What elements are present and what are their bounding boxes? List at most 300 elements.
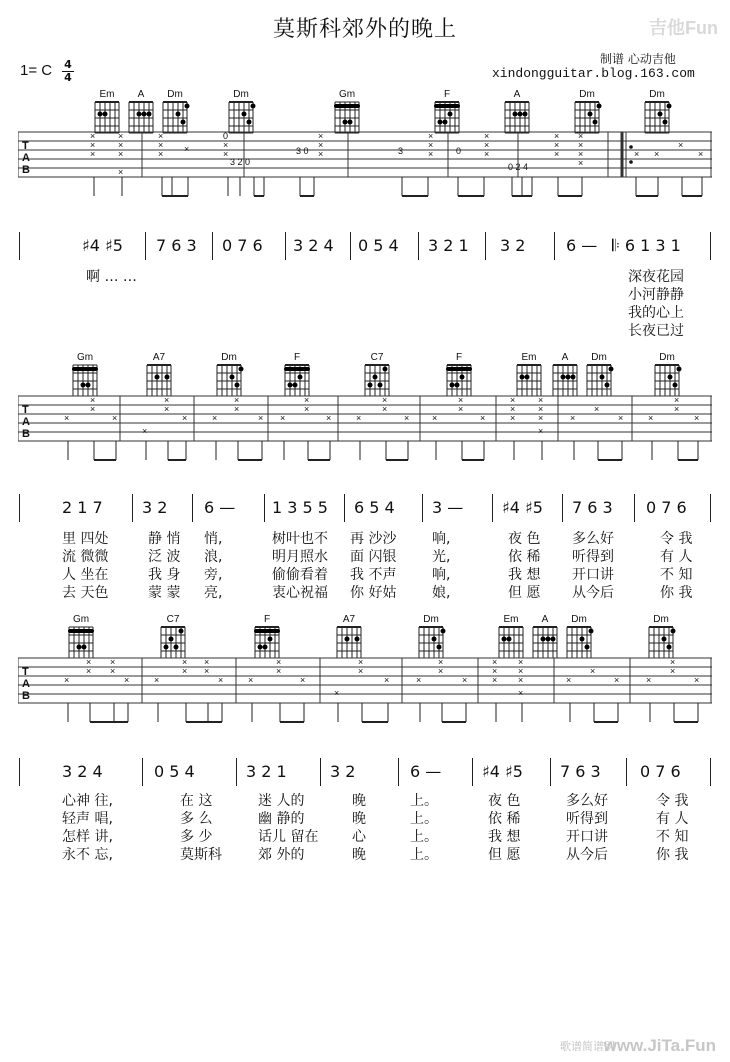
notation-measure: 6 — bbox=[204, 498, 236, 517]
notation-measure: 3 2 bbox=[500, 236, 526, 255]
svg-text:×: × bbox=[554, 140, 560, 150]
lyric-text: 多 少 bbox=[180, 829, 213, 845]
svg-text:×: × bbox=[438, 666, 444, 676]
lyric-text: 你 好姑 bbox=[350, 585, 397, 601]
bar-line bbox=[710, 758, 711, 786]
lyric-text: 怎样 讲, bbox=[62, 829, 113, 845]
credit-line: 制谱 心动吉他 bbox=[600, 52, 676, 66]
lyric-text: 郊 外的 bbox=[258, 847, 305, 863]
svg-text:×: × bbox=[182, 666, 188, 676]
lyric-text: 再 沙沙 bbox=[350, 531, 397, 547]
svg-text:×: × bbox=[182, 657, 188, 667]
chord-diagram bbox=[648, 352, 686, 397]
svg-text:×: × bbox=[358, 657, 364, 667]
svg-text:×: × bbox=[484, 149, 490, 159]
svg-text:×: × bbox=[218, 675, 224, 685]
svg-text:×: × bbox=[518, 688, 524, 698]
lyric-text: 听得到 bbox=[566, 811, 608, 827]
chord-name: C7 bbox=[166, 614, 180, 625]
svg-text:×: × bbox=[566, 675, 572, 685]
notation-measure: 7 6 3 bbox=[560, 762, 601, 781]
notation-measure: ♯4 ♯5 bbox=[482, 762, 523, 781]
notation-measure: ♯4 ♯5 bbox=[82, 236, 123, 255]
lyric-text: 上。 bbox=[410, 793, 438, 809]
chord-name: Gm bbox=[76, 352, 94, 363]
chord-name: Em bbox=[99, 89, 115, 100]
lyric-text: 里 四处 bbox=[62, 531, 109, 547]
svg-text:×: × bbox=[356, 413, 362, 423]
svg-text:×: × bbox=[518, 666, 524, 676]
lyric-text: 我 想 bbox=[488, 829, 521, 845]
tab-letter: A bbox=[22, 416, 30, 428]
chord-diagram bbox=[412, 614, 450, 659]
svg-text:×: × bbox=[184, 144, 190, 154]
svg-text:×: × bbox=[154, 675, 160, 685]
svg-text:×: × bbox=[118, 131, 124, 141]
lyric-text: 从今后 bbox=[572, 585, 614, 601]
lyric-text: 小河静静 bbox=[628, 287, 684, 303]
bar-line bbox=[422, 494, 423, 522]
chord-diagram bbox=[498, 89, 536, 134]
chord-diagram bbox=[140, 352, 178, 397]
svg-text:×: × bbox=[164, 404, 170, 414]
svg-text:×: × bbox=[334, 688, 340, 698]
lyric-text: 听得到 bbox=[572, 549, 614, 565]
svg-text:×: × bbox=[318, 140, 324, 150]
lyric-text: 响, bbox=[432, 567, 451, 583]
chord-diagram bbox=[248, 614, 286, 659]
lyric-text: 上。 bbox=[410, 847, 438, 863]
notation-measure: 3 2 1 bbox=[428, 236, 469, 255]
svg-text:×: × bbox=[462, 675, 468, 685]
tab-clef bbox=[22, 140, 30, 176]
chord-name: F bbox=[293, 352, 301, 363]
svg-text:×: × bbox=[492, 657, 498, 667]
chord-grid bbox=[564, 625, 594, 659]
svg-text:×: × bbox=[164, 395, 170, 405]
chord-name: A7 bbox=[342, 614, 356, 625]
svg-text:×: × bbox=[90, 404, 96, 414]
svg-text:×: × bbox=[300, 675, 306, 685]
svg-text:×: × bbox=[594, 404, 600, 414]
svg-text:×: × bbox=[112, 413, 118, 423]
chord-grid bbox=[530, 625, 560, 659]
lyric-text: 亮, bbox=[204, 585, 223, 601]
site-logo: 吉他Fun bbox=[649, 18, 718, 38]
lyric-text: 永不 忘, bbox=[62, 847, 113, 863]
lyric-text: 娘, bbox=[432, 585, 451, 601]
lyric-text: 去 天色 bbox=[62, 585, 109, 601]
chord-diagram bbox=[560, 614, 598, 659]
svg-text:×: × bbox=[554, 149, 560, 159]
svg-text:×: × bbox=[538, 404, 544, 414]
lyric-text: 深夜花园 bbox=[628, 269, 684, 285]
chord-grid bbox=[66, 625, 96, 659]
lyric-text: 光, bbox=[432, 549, 451, 565]
svg-text:×: × bbox=[578, 140, 584, 150]
tab-letter: B bbox=[22, 690, 30, 702]
bar-line bbox=[19, 758, 20, 786]
bar-line bbox=[398, 758, 399, 786]
lyric-text: 但 愿 bbox=[488, 847, 521, 863]
lyric-text: 幽 静的 bbox=[258, 811, 305, 827]
chord-diagram bbox=[580, 352, 618, 397]
svg-text:×: × bbox=[590, 666, 596, 676]
lyric-text: 不 知 bbox=[660, 567, 693, 583]
chord-grid bbox=[126, 100, 156, 134]
bar-line bbox=[710, 232, 711, 260]
chord-grid bbox=[214, 363, 244, 397]
chord-name: A bbox=[513, 89, 521, 100]
notation-measure: 0 7 6 bbox=[646, 498, 687, 517]
svg-text:×: × bbox=[124, 675, 130, 685]
svg-text:×: × bbox=[382, 404, 388, 414]
tab-letter: T bbox=[22, 404, 29, 416]
chord-name: Dm bbox=[591, 352, 607, 363]
svg-text:×: × bbox=[694, 413, 700, 423]
lyric-text: 心 bbox=[352, 829, 366, 845]
svg-text:×: × bbox=[694, 675, 700, 685]
chord-name: C7 bbox=[370, 352, 384, 363]
lyric-text: 有 人 bbox=[656, 811, 689, 827]
svg-text:×: × bbox=[480, 413, 486, 423]
lyric-text: 晚 bbox=[352, 847, 366, 863]
lyric-text: 不 知 bbox=[656, 829, 689, 845]
lyric-text: 我的心上 bbox=[628, 305, 684, 321]
chord-grid bbox=[70, 363, 100, 397]
chord-diagram bbox=[638, 89, 676, 134]
chord-grid bbox=[158, 625, 188, 659]
svg-text:×: × bbox=[492, 675, 498, 685]
svg-text:×: × bbox=[234, 395, 240, 405]
chord-name: A bbox=[561, 352, 569, 363]
chord-diagram bbox=[526, 614, 564, 659]
chord-grid bbox=[514, 363, 544, 397]
bar-line bbox=[264, 494, 265, 522]
chord-name: Dm bbox=[571, 614, 587, 625]
lyric-text: 静 悄 bbox=[148, 531, 181, 547]
svg-text:×: × bbox=[538, 426, 544, 436]
lyric-text: 多 么 bbox=[180, 811, 213, 827]
lyric-text: 但 愿 bbox=[508, 585, 541, 601]
chord-diagram bbox=[88, 89, 126, 134]
lyric-text: 面 闪银 bbox=[350, 549, 397, 565]
chord-name: F bbox=[455, 352, 463, 363]
lyric-text: 晚 bbox=[352, 793, 366, 809]
svg-text:×: × bbox=[318, 131, 324, 141]
bar-line bbox=[132, 494, 133, 522]
lyric-text: 在 这 bbox=[180, 793, 213, 809]
bar-line bbox=[418, 232, 419, 260]
notation-measure: 3 2 1 bbox=[246, 762, 287, 781]
lyric-text: 迷 人的 bbox=[258, 793, 305, 809]
svg-text:3 0: 3 0 bbox=[296, 146, 309, 156]
key-signature: 1= C bbox=[20, 62, 53, 79]
svg-text:×: × bbox=[118, 140, 124, 150]
svg-text:×: × bbox=[438, 657, 444, 667]
blog-address: xindongguitar.blog.163.com bbox=[492, 66, 695, 81]
notation-measure: 3 2 4 bbox=[62, 762, 103, 781]
svg-text:×: × bbox=[382, 395, 388, 405]
svg-text:×: × bbox=[518, 657, 524, 667]
lyric-text: 开口讲 bbox=[566, 829, 608, 845]
svg-text:×: × bbox=[510, 413, 516, 423]
svg-text:×: × bbox=[432, 413, 438, 423]
bar-line bbox=[350, 232, 351, 260]
tab-letter: B bbox=[22, 164, 30, 176]
bar-line bbox=[236, 758, 237, 786]
svg-text:×: × bbox=[634, 149, 640, 159]
chord-grid bbox=[646, 625, 676, 659]
chord-diagram bbox=[428, 89, 466, 134]
notation-measure: 2 1 7 bbox=[62, 498, 103, 517]
svg-text:×: × bbox=[223, 149, 229, 159]
notation-measure: 0 5 4 bbox=[154, 762, 195, 781]
notation-measure: 3 2 bbox=[142, 498, 168, 517]
svg-text:×: × bbox=[204, 666, 210, 676]
lyric-text: 多么好 bbox=[572, 531, 614, 547]
chord-name: Em bbox=[521, 352, 537, 363]
lyric-text: 晚 bbox=[352, 811, 366, 827]
tab-staff-2 bbox=[18, 394, 712, 474]
svg-text:×: × bbox=[90, 149, 96, 159]
svg-text:×: × bbox=[484, 140, 490, 150]
svg-text:0 2 4: 0 2 4 bbox=[508, 162, 529, 172]
chord-name: Dm bbox=[579, 89, 595, 100]
chord-name: Gm bbox=[72, 614, 90, 625]
svg-text:×: × bbox=[276, 666, 282, 676]
svg-text:×: × bbox=[416, 675, 422, 685]
time-signature bbox=[62, 60, 74, 83]
svg-text:×: × bbox=[110, 666, 116, 676]
chord-grid bbox=[550, 363, 580, 397]
chord-name: Dm bbox=[221, 352, 237, 363]
svg-text:×: × bbox=[670, 666, 676, 676]
svg-text:×: × bbox=[182, 413, 188, 423]
svg-text:×: × bbox=[578, 149, 584, 159]
tab-clef bbox=[22, 404, 30, 440]
svg-text:×: × bbox=[428, 131, 434, 141]
svg-text:×: × bbox=[234, 404, 240, 414]
chord-name: Dm bbox=[653, 614, 669, 625]
chord-diagram bbox=[66, 352, 104, 397]
lyric-text: 莫斯科 bbox=[180, 847, 222, 863]
svg-text:×: × bbox=[538, 395, 544, 405]
svg-text:×: × bbox=[484, 131, 490, 141]
lyric-text: 我 身 bbox=[148, 567, 181, 583]
time-sig-top: 4 bbox=[64, 58, 72, 71]
lyric-text: 有 人 bbox=[660, 549, 693, 565]
lyric-text: 夜 色 bbox=[488, 793, 521, 809]
svg-text:×: × bbox=[326, 413, 332, 423]
chord-grid bbox=[502, 100, 532, 134]
svg-text:×: × bbox=[110, 657, 116, 667]
bar-line bbox=[344, 494, 345, 522]
chord-grid bbox=[332, 100, 362, 134]
svg-text:×: × bbox=[614, 675, 620, 685]
notation-measure: 6 5 4 bbox=[354, 498, 395, 517]
svg-text:×: × bbox=[223, 140, 229, 150]
svg-text:×: × bbox=[670, 657, 676, 667]
svg-text:×: × bbox=[674, 404, 680, 414]
bar-line bbox=[145, 232, 146, 260]
chord-diagram bbox=[440, 352, 478, 397]
svg-text:×: × bbox=[204, 657, 210, 667]
chord-grid bbox=[144, 363, 174, 397]
lyric-text: 心神 往, bbox=[62, 793, 113, 809]
svg-text:×: × bbox=[554, 131, 560, 141]
svg-text:×: × bbox=[384, 675, 390, 685]
bar-line bbox=[320, 758, 321, 786]
notation-measure: 1 3 5 5 bbox=[272, 498, 328, 517]
tab-letter: A bbox=[22, 678, 30, 690]
tab-staff-lines bbox=[18, 130, 712, 210]
chord-grid bbox=[572, 100, 602, 134]
notation-measure: 0 7 6 bbox=[640, 762, 681, 781]
chord-grid bbox=[160, 100, 190, 134]
svg-text:×: × bbox=[304, 404, 310, 414]
chord-grid bbox=[362, 363, 392, 397]
svg-text:×: × bbox=[698, 149, 704, 159]
svg-text:×: × bbox=[618, 413, 624, 423]
chord-diagram bbox=[358, 352, 396, 397]
chord-diagram bbox=[278, 352, 316, 397]
svg-text:×: × bbox=[578, 131, 584, 141]
notation-measure: 0 5 4 bbox=[358, 236, 399, 255]
bar-line bbox=[485, 232, 486, 260]
lyric-text: 人 坐在 bbox=[62, 567, 109, 583]
notation-measure: 0 7 6 bbox=[222, 236, 263, 255]
tab-letter: T bbox=[22, 666, 29, 678]
svg-text:0: 0 bbox=[456, 146, 462, 156]
footer-watermark: www.JiTa.Fun bbox=[603, 1036, 716, 1055]
lyric-text: 上。 bbox=[410, 829, 438, 845]
chord-name: F bbox=[443, 89, 451, 100]
lyric-text: 话儿 留在 bbox=[258, 829, 319, 845]
bar-line bbox=[19, 232, 20, 260]
svg-text:×: × bbox=[90, 395, 96, 405]
chord-grid bbox=[252, 625, 282, 659]
notation-measure: 7 6 3 bbox=[572, 498, 613, 517]
tab-staff-3 bbox=[18, 656, 712, 736]
svg-text:×: × bbox=[64, 413, 70, 423]
time-sig-bottom: 4 bbox=[64, 71, 72, 84]
notation-measure: 7 6 3 bbox=[156, 236, 197, 255]
svg-text:×: × bbox=[118, 149, 124, 159]
svg-text:×: × bbox=[358, 666, 364, 676]
page-title: 莫斯科郊外的晚上 bbox=[272, 17, 457, 42]
chord-grid bbox=[652, 363, 682, 397]
lyric-text: 从今后 bbox=[566, 847, 608, 863]
svg-text:×: × bbox=[86, 666, 92, 676]
chord-diagram bbox=[62, 614, 100, 659]
lyric-text: 我 想 bbox=[508, 567, 541, 583]
chord-name: Dm bbox=[167, 89, 183, 100]
svg-text:×: × bbox=[86, 657, 92, 667]
notation-measure: 6 — bbox=[410, 762, 442, 781]
chord-grid bbox=[92, 100, 122, 134]
svg-text:×: × bbox=[428, 140, 434, 150]
lyric-text: 树叶也不 bbox=[272, 531, 328, 547]
lyric-text: 泛 波 bbox=[148, 549, 181, 565]
lyric-text: 依 稀 bbox=[488, 811, 521, 827]
bar-line bbox=[554, 232, 555, 260]
tab-letter: A bbox=[22, 152, 30, 164]
chord-name: Dm bbox=[423, 614, 439, 625]
lyric-text: 悄, bbox=[204, 531, 223, 547]
svg-text:×: × bbox=[428, 149, 434, 159]
tab-letter: T bbox=[22, 140, 29, 152]
svg-text:×: × bbox=[258, 413, 264, 423]
chord-diagram bbox=[546, 352, 584, 397]
lyric-text: 多么好 bbox=[566, 793, 608, 809]
chord-name: Gm bbox=[338, 89, 356, 100]
bar-line bbox=[634, 494, 635, 522]
svg-text:×: × bbox=[678, 140, 684, 150]
bar-line bbox=[142, 758, 143, 786]
tab-staff-1 bbox=[18, 130, 712, 210]
chord-diagram bbox=[330, 614, 368, 659]
svg-text:×: × bbox=[404, 413, 410, 423]
chord-grid bbox=[642, 100, 672, 134]
lyric-text: 夜 色 bbox=[508, 531, 541, 547]
svg-text:×: × bbox=[674, 395, 680, 405]
lyric-text: 流 微微 bbox=[62, 549, 109, 565]
lyric-text: 响, bbox=[432, 531, 451, 547]
svg-text:0: 0 bbox=[223, 131, 229, 141]
chord-grid bbox=[282, 363, 312, 397]
chord-name: Dm bbox=[233, 89, 249, 100]
svg-text:×: × bbox=[248, 675, 254, 685]
chord-grid bbox=[334, 625, 364, 659]
svg-text:×: × bbox=[318, 149, 324, 159]
svg-text:×: × bbox=[142, 426, 148, 436]
svg-text:×: × bbox=[538, 413, 544, 423]
bar-line bbox=[710, 494, 711, 522]
chord-diagram bbox=[328, 89, 366, 134]
svg-text:×: × bbox=[458, 404, 464, 414]
chord-name: A bbox=[137, 89, 145, 100]
notation-measure: 3 2 bbox=[330, 762, 356, 781]
chord-diagram bbox=[122, 89, 160, 134]
svg-text:×: × bbox=[158, 149, 164, 159]
chord-grid bbox=[584, 363, 614, 397]
tab-letter: B bbox=[22, 428, 30, 440]
lyric-text: 蒙 蒙 bbox=[148, 585, 181, 601]
chord-diagram bbox=[210, 352, 248, 397]
bar-line bbox=[285, 232, 286, 260]
chord-diagram bbox=[222, 89, 260, 134]
lyric-text: 浪, bbox=[204, 549, 223, 565]
notation-measure: 𝄆 6 1 3 1 bbox=[612, 236, 681, 255]
chord-name: Dm bbox=[659, 352, 675, 363]
svg-text:3: 3 bbox=[398, 146, 404, 156]
lyric-text: 开口讲 bbox=[572, 567, 614, 583]
lyric-text: 你 我 bbox=[656, 847, 689, 863]
svg-text:×: × bbox=[646, 675, 652, 685]
notation-measure: 6 — bbox=[566, 236, 598, 255]
lyric-text: 旁, bbox=[204, 567, 223, 583]
svg-text:×: × bbox=[212, 413, 218, 423]
chord-name: Dm bbox=[649, 89, 665, 100]
svg-text:×: × bbox=[510, 404, 516, 414]
lyric-text: 令 我 bbox=[660, 531, 693, 547]
chord-name: Em bbox=[503, 614, 519, 625]
svg-text:×: × bbox=[578, 158, 584, 168]
tab-clef bbox=[22, 666, 30, 702]
chord-grid bbox=[496, 625, 526, 659]
lyric-text: 长夜已过 bbox=[628, 323, 684, 339]
